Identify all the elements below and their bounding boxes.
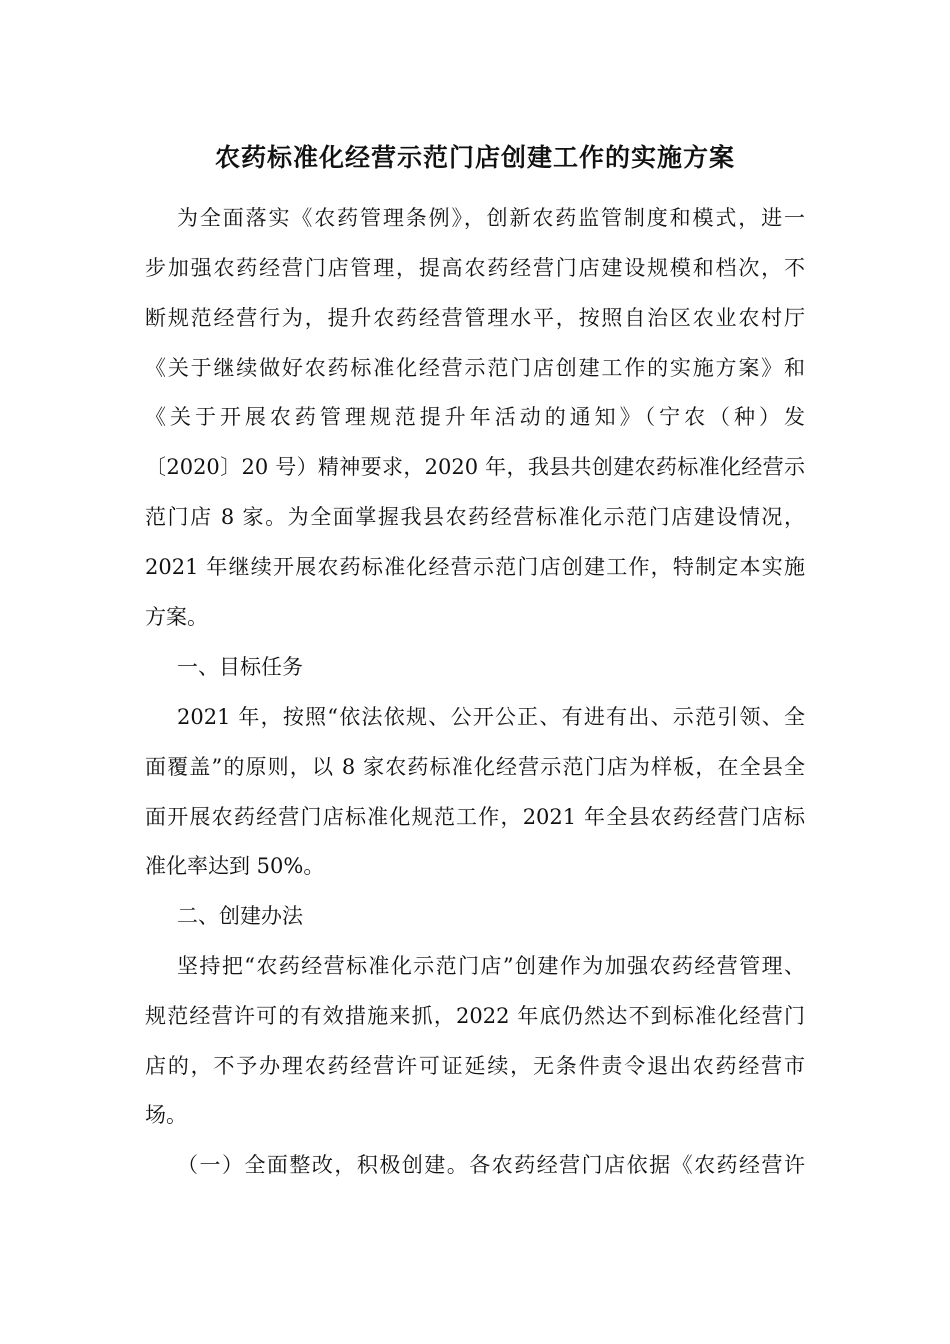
paragraph-line: 规范经营许可的有效措施来抓，2022 年底仍然达不到标准化经营门 xyxy=(145,1004,805,1028)
section-heading: 一、目标任务 xyxy=(177,655,303,679)
section-heading: 二、创建办法 xyxy=(177,904,303,928)
paragraph-line: 〔2020〕20 号）精神要求，2020 年，我县共创建农药标准化经营示 xyxy=(145,455,805,479)
paragraph-line: （一）全面整改，积极创建。各农药经营门店依据《农药经营许 xyxy=(177,1153,805,1177)
paragraph-line: 面开展农药经营门店标准化规范工作，2021 年全县农药经营门店标 xyxy=(145,805,805,829)
paragraph-line: 坚持把“农药经营标准化示范门店”创建作为加强农药经营管理、 xyxy=(177,954,805,978)
paragraph-line: 面覆盖”的原则，以 8 家农药标准化经营示范门店为样板，在全县全 xyxy=(145,755,805,779)
paragraph-line: 为全面落实《农药管理条例》，创新农药监管制度和模式，进一 xyxy=(177,206,805,230)
paragraph-line: 方案。 xyxy=(145,605,208,629)
paragraph-line: 《关于开展农药管理规范提升年活动的通知》（宁农（种）发 xyxy=(145,405,805,429)
paragraph-line: 步加强农药经营门店管理，提高农药经营门店建设规模和档次，不 xyxy=(145,256,805,280)
paragraph-line: 《关于继续做好农药标准化经营示范门店创建工作的实施方案》和 xyxy=(145,356,805,380)
document-title: 农药标准化经营示范门店创建工作的实施方案 xyxy=(214,143,735,172)
paragraph-line: 2021 年，按照“依法依规、公开公正、有进有出、示范引领、全 xyxy=(177,705,805,729)
paragraph-line: 2021 年继续开展农药标准化经营示范门店创建工作，特制定本实施 xyxy=(145,555,805,579)
paragraph-line: 准化率达到 50%。 xyxy=(145,854,325,878)
paragraph-line: 范门店 8 家。为全面掌握我县农药经营标准化示范门店建设情况， xyxy=(145,505,805,529)
paragraph-line: 场。 xyxy=(145,1103,187,1127)
paragraph-line: 店的，不予办理农药经营许可证延续，无条件责令退出农药经营市 xyxy=(145,1054,805,1078)
paragraph-line: 断规范经营行为，提升农药经营管理水平，按照自治区农业农村厅 xyxy=(145,306,805,330)
